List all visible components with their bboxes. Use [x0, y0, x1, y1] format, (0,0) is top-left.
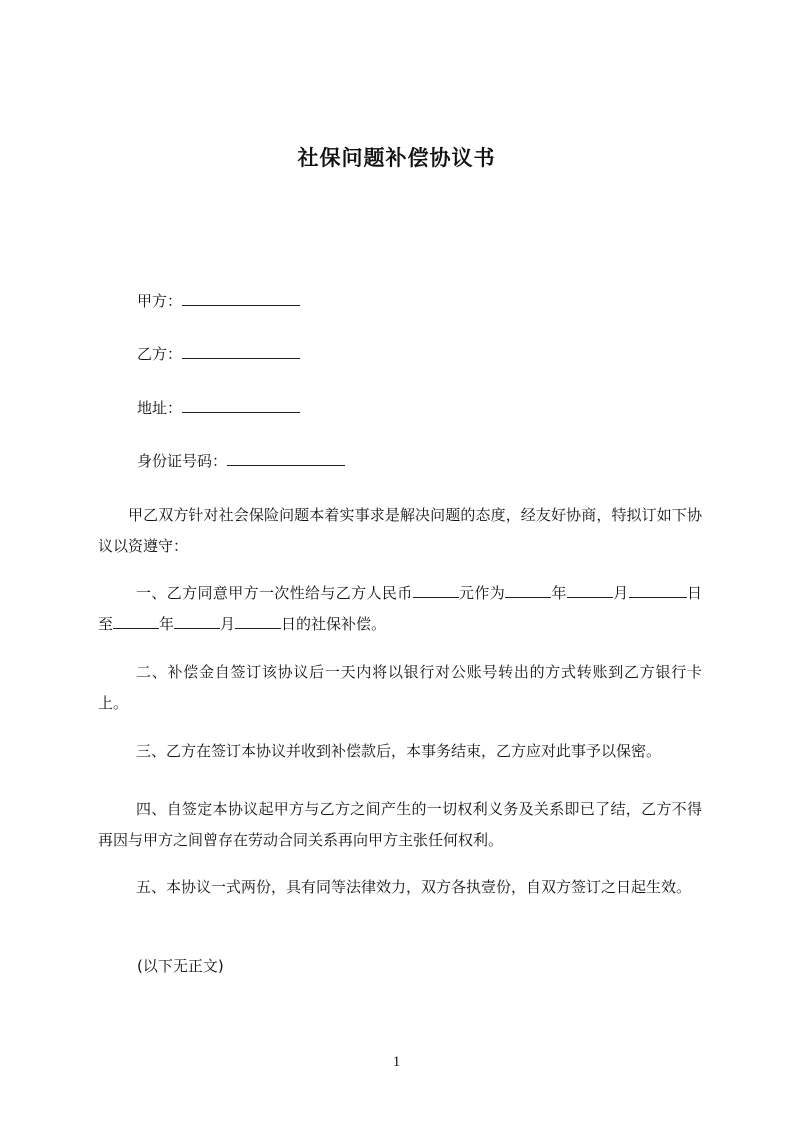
address-label: 地址： — [137, 399, 183, 417]
clause-1-part-c: 年 — [551, 584, 567, 602]
id-number-blank — [227, 450, 345, 466]
party-a-blank — [182, 290, 300, 306]
document-title: 社保问题补偿协议书 — [297, 146, 496, 170]
start-day-blank — [629, 583, 677, 598]
address-field — [137, 397, 300, 419]
start-month-blank — [567, 583, 613, 598]
clause-3: 三、乙方在签订本协议并收到补偿款后，本事务结束，乙方应对此事予以保密。 — [136, 742, 662, 760]
address-blank — [182, 397, 300, 413]
page-number: 1 — [392, 1054, 401, 1070]
party-a-field — [137, 290, 300, 312]
clause-1-part-f: 年 — [159, 615, 175, 633]
clause-2: 二、补偿金自签订该协议后一天内将以银行对公账号转出的方式转账到乙方银行卡上。 — [98, 663, 702, 712]
intro-paragraph: 甲乙双方针对社会保险问题本着实事求是解决问题的态度，经友好协商，特拟订如下协议以资遵守： — [98, 506, 702, 555]
id-number-label: 身份证号码： — [137, 452, 228, 470]
clause-1-part-g: 月 — [220, 615, 236, 633]
clause-5: 五、本协议一式两份，具有同等法律效力，双方各执壹份，自双方签订之日起生效。 — [136, 878, 692, 896]
clause-1-part-e: 日至 — [98, 584, 702, 633]
amount-blank — [413, 583, 459, 598]
clause-1 — [98, 578, 702, 640]
end-day-blank — [235, 614, 281, 629]
start-year-blank — [505, 583, 551, 598]
party-b-label: 乙方： — [137, 345, 183, 363]
clause-4: 四、自签定本协议起甲方与乙方之间产生的一切权利义务及关系即已了结，乙方不得再因与甲方之间曾存在劳动合同关系再向甲方主张任何权利。 — [98, 800, 702, 849]
clause-1-part-a: 一、乙方同意甲方一次性给与乙方人民币 — [136, 584, 413, 602]
party-a-label: 甲方： — [137, 292, 183, 310]
end-month-blank — [174, 614, 220, 629]
end-year-blank — [113, 614, 159, 629]
id-number-field — [137, 450, 345, 472]
clause-1-part-d: 月 — [612, 584, 629, 602]
party-b-field — [137, 343, 300, 365]
clause-1-part-b: 元作为 — [458, 584, 506, 602]
clause-1-part-h: 日的社保补偿。 — [281, 615, 387, 633]
party-b-blank — [182, 343, 300, 359]
closing-note: (以下无正文) — [137, 957, 224, 975]
start-day-blank-cont — [677, 583, 687, 598]
